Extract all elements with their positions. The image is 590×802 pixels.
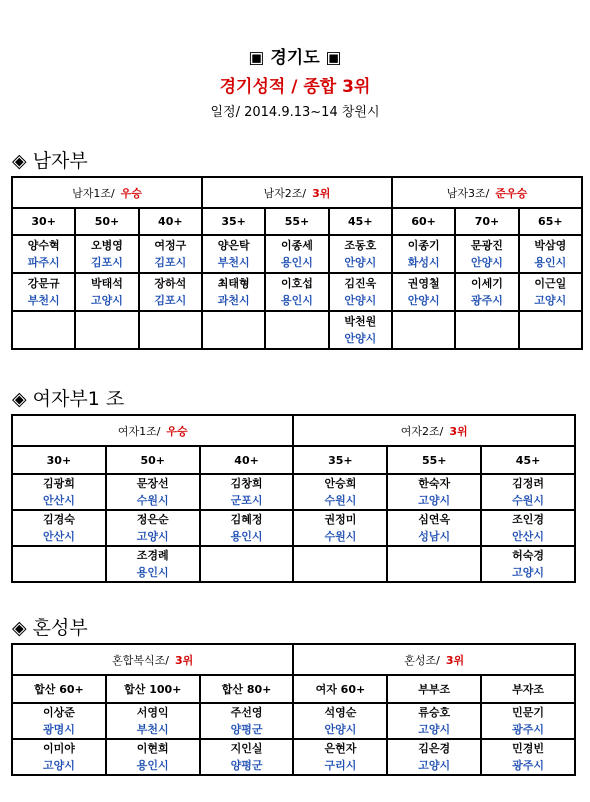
player-name: 박태석 — [91, 277, 123, 290]
player-city: 고양시 — [418, 723, 451, 736]
player-city: 수원시 — [324, 494, 357, 507]
category-header: 50+ — [75, 208, 138, 235]
player-name: 김광희 — [42, 477, 75, 490]
player-cell — [481, 546, 575, 582]
player-cell — [481, 703, 575, 739]
player-city: 광주시 — [512, 759, 545, 772]
player-cell — [12, 703, 106, 739]
player-cell — [200, 546, 294, 582]
player-city: 용인시 — [136, 759, 169, 772]
player-city: 양평군 — [230, 759, 263, 772]
player-cell — [392, 311, 455, 349]
player-city: 용인시 — [534, 256, 567, 269]
player-name: 심연옥 — [418, 513, 451, 526]
player-city: 안양시 — [344, 294, 377, 307]
player-city: 안양시 — [324, 723, 357, 736]
player-cell — [293, 546, 387, 582]
player-name: 지인실 — [230, 742, 263, 755]
player-city: 김포시 — [154, 294, 187, 307]
player-city: 고양시 — [136, 530, 169, 543]
player-name: 김창희 — [230, 477, 263, 490]
player-city: 용인시 — [230, 530, 263, 543]
player-city: 안양시 — [471, 256, 503, 269]
group-result: 우승 — [120, 186, 142, 200]
player-name: 류승호 — [418, 706, 451, 719]
group-name: 혼합복식조/ — [112, 653, 170, 667]
group-result: 준우승 — [495, 186, 528, 200]
group-name: 혼성조/ — [404, 653, 440, 667]
category-header: 35+ — [293, 446, 387, 474]
group-header — [293, 415, 575, 446]
player-city: 고양시 — [42, 759, 75, 772]
player-name: 양은탁 — [217, 239, 250, 252]
player-cell — [200, 474, 294, 510]
player-cell — [519, 235, 582, 273]
player-city: 부천시 — [27, 294, 60, 307]
player-cell — [106, 546, 200, 582]
category-header: 부부조 — [387, 675, 481, 703]
player-cell — [392, 273, 455, 311]
player-name: 서영익 — [136, 706, 169, 719]
player-cell — [202, 273, 265, 311]
player-name: 조경례 — [136, 549, 169, 562]
category-header: 35+ — [202, 208, 265, 235]
player-name: 이현희 — [136, 742, 169, 755]
result-summary: 경기성적 / 종합 3위 — [219, 77, 371, 97]
player-city: 고양시 — [91, 294, 123, 307]
player-cell — [12, 546, 106, 582]
player-city: 광주시 — [471, 294, 503, 307]
player-city: 용인시 — [281, 256, 313, 269]
player-city: 안산시 — [512, 530, 545, 543]
category-header: 40+ — [139, 208, 202, 235]
player-city: 안양시 — [344, 256, 377, 269]
player-name: 민경빈 — [512, 742, 545, 755]
player-name: 권정미 — [324, 513, 357, 526]
section-heading-women: ◈ 여자부1 조 — [12, 388, 125, 410]
player-cell — [200, 739, 294, 775]
player-city: 고양시 — [512, 566, 545, 579]
player-cell — [106, 739, 200, 775]
page-title: ▣ 경기도 ▣ — [248, 48, 342, 68]
group-result: 3위 — [312, 186, 331, 200]
player-city: 안양시 — [344, 332, 377, 345]
group-name: 여자2조/ — [400, 424, 444, 438]
player-cell — [200, 510, 294, 546]
player-name: 김경숙 — [42, 513, 75, 526]
player-cell — [519, 273, 582, 311]
category-header: 합산 80+ — [200, 675, 294, 703]
player-cell — [481, 510, 575, 546]
player-cell — [75, 273, 138, 311]
player-cell — [329, 235, 392, 273]
player-cell — [481, 474, 575, 510]
player-cell — [75, 311, 138, 349]
player-name: 은현자 — [324, 742, 357, 755]
section-heading-men: ◈ 남자부 — [12, 150, 88, 172]
category-header: 55+ — [265, 208, 328, 235]
player-name: 민문기 — [512, 706, 545, 719]
player-city: 안산시 — [42, 530, 75, 543]
player-name: 여정구 — [154, 239, 187, 252]
category-header: 40+ — [200, 446, 294, 474]
player-cell — [12, 510, 106, 546]
player-city: 수원시 — [324, 530, 357, 543]
player-cell — [293, 739, 387, 775]
player-cell — [12, 739, 106, 775]
player-name: 허숙경 — [512, 549, 545, 562]
group-header — [12, 415, 293, 446]
player-city: 광명시 — [42, 723, 75, 736]
group-name: 남자3조/ — [446, 186, 490, 200]
player-cell — [106, 510, 200, 546]
player-cell — [329, 273, 392, 311]
player-name: 문광진 — [471, 239, 503, 252]
category-header: 45+ — [481, 446, 575, 474]
player-city: 과천시 — [217, 294, 250, 307]
player-cell — [202, 235, 265, 273]
player-name: 안승희 — [324, 477, 357, 490]
player-city: 용인시 — [136, 566, 169, 579]
player-name: 장하석 — [154, 277, 187, 290]
player-city: 안산시 — [42, 494, 75, 507]
player-city: 양평군 — [230, 723, 263, 736]
category-header: 합산 100+ — [106, 675, 200, 703]
player-name: 이종기 — [407, 239, 440, 252]
player-city: 화성시 — [407, 256, 440, 269]
player-cell — [481, 739, 575, 775]
player-city: 광주시 — [512, 723, 545, 736]
group-header — [12, 644, 293, 675]
player-cell — [106, 474, 200, 510]
player-name: 강문규 — [27, 277, 60, 290]
player-name: 박삼영 — [534, 239, 567, 252]
player-city: 안양시 — [407, 294, 440, 307]
player-city: 수원시 — [136, 494, 169, 507]
player-city: 구리시 — [324, 759, 357, 772]
group-name: 여자1조/ — [117, 424, 161, 438]
player-cell — [200, 703, 294, 739]
player-name: 이종세 — [281, 239, 313, 252]
player-name: 문장선 — [136, 477, 169, 490]
player-city: 성남시 — [418, 530, 451, 543]
group-result: 3위 — [449, 424, 468, 438]
player-cell — [139, 273, 202, 311]
category-header: 합산 60+ — [12, 675, 106, 703]
group-header — [392, 177, 582, 208]
player-cell — [455, 235, 518, 273]
player-cell — [387, 510, 481, 546]
player-cell — [12, 273, 75, 311]
player-city: 고양시 — [418, 494, 451, 507]
player-name: 김진욱 — [344, 277, 377, 290]
player-city: 파주시 — [27, 256, 60, 269]
player-name: 조동호 — [344, 239, 377, 252]
player-name: 주선영 — [230, 706, 263, 719]
player-cell — [392, 235, 455, 273]
category-header: 65+ — [519, 208, 582, 235]
player-cell — [75, 235, 138, 273]
group-result: 3위 — [175, 653, 194, 667]
player-cell — [387, 703, 481, 739]
mixed-results-table — [11, 643, 576, 776]
player-name: 박천원 — [344, 315, 377, 328]
player-cell — [293, 510, 387, 546]
group-result: 우승 — [166, 424, 188, 438]
player-city: 고양시 — [418, 759, 451, 772]
player-cell — [12, 311, 75, 349]
category-header: 부자조 — [481, 675, 575, 703]
player-cell — [293, 703, 387, 739]
group-header — [202, 177, 392, 208]
player-cell — [12, 235, 75, 273]
men-results-table — [11, 176, 583, 350]
player-cell — [12, 474, 106, 510]
group-result: 3위 — [445, 653, 465, 667]
player-cell — [455, 273, 518, 311]
player-cell — [519, 311, 582, 349]
player-cell — [265, 273, 328, 311]
player-city: 부천시 — [136, 723, 169, 736]
player-name: 조인경 — [512, 513, 545, 526]
player-name: 이근일 — [534, 277, 567, 290]
player-cell — [139, 311, 202, 349]
player-cell — [293, 474, 387, 510]
schedule-info: 일정/ 2014.9.13~14 창원시 — [210, 105, 380, 120]
category-header: 50+ — [106, 446, 200, 474]
player-name: 오병영 — [91, 239, 123, 252]
player-city: 부천시 — [217, 256, 250, 269]
player-name: 양수혁 — [27, 239, 60, 252]
player-name: 정은순 — [136, 513, 169, 526]
group-header — [12, 177, 202, 208]
player-name: 한숙자 — [418, 477, 451, 490]
player-cell — [139, 235, 202, 273]
player-cell — [265, 311, 328, 349]
group-name: 남자1조/ — [72, 186, 115, 200]
group-header — [293, 644, 575, 675]
player-cell — [387, 739, 481, 775]
player-name: 최태형 — [217, 277, 250, 290]
player-city: 용인시 — [281, 294, 313, 307]
player-name: 이상준 — [42, 706, 75, 719]
category-header: 30+ — [12, 446, 106, 474]
player-city: 고양시 — [534, 294, 567, 307]
player-cell — [455, 311, 518, 349]
player-cell — [387, 474, 481, 510]
category-header: 30+ — [12, 208, 75, 235]
player-name: 석영순 — [324, 706, 357, 719]
player-cell — [265, 235, 328, 273]
category-header: 45+ — [329, 208, 392, 235]
section-heading-mixed: ◈ 혼성부 — [12, 617, 88, 639]
player-name: 김혜정 — [230, 513, 263, 526]
player-name: 김정려 — [512, 477, 545, 490]
player-name: 이미야 — [42, 742, 75, 755]
category-header: 여자 60+ — [293, 675, 387, 703]
group-name: 남자2조/ — [263, 186, 307, 200]
player-city: 김포시 — [91, 256, 123, 269]
women-results-table — [11, 414, 576, 583]
player-city: 김포시 — [154, 256, 187, 269]
player-name: 이세기 — [471, 277, 503, 290]
player-cell — [202, 311, 265, 349]
category-header: 60+ — [392, 208, 455, 235]
player-city: 수원시 — [512, 494, 545, 507]
category-header: 55+ — [387, 446, 481, 474]
player-name: 김은경 — [418, 742, 451, 755]
player-cell — [106, 703, 200, 739]
player-name: 권영철 — [407, 277, 440, 290]
player-name: 이호섭 — [281, 277, 313, 290]
player-cell — [329, 311, 392, 349]
player-city: 군포시 — [230, 494, 263, 507]
player-cell — [387, 546, 481, 582]
category-header: 70+ — [455, 208, 518, 235]
